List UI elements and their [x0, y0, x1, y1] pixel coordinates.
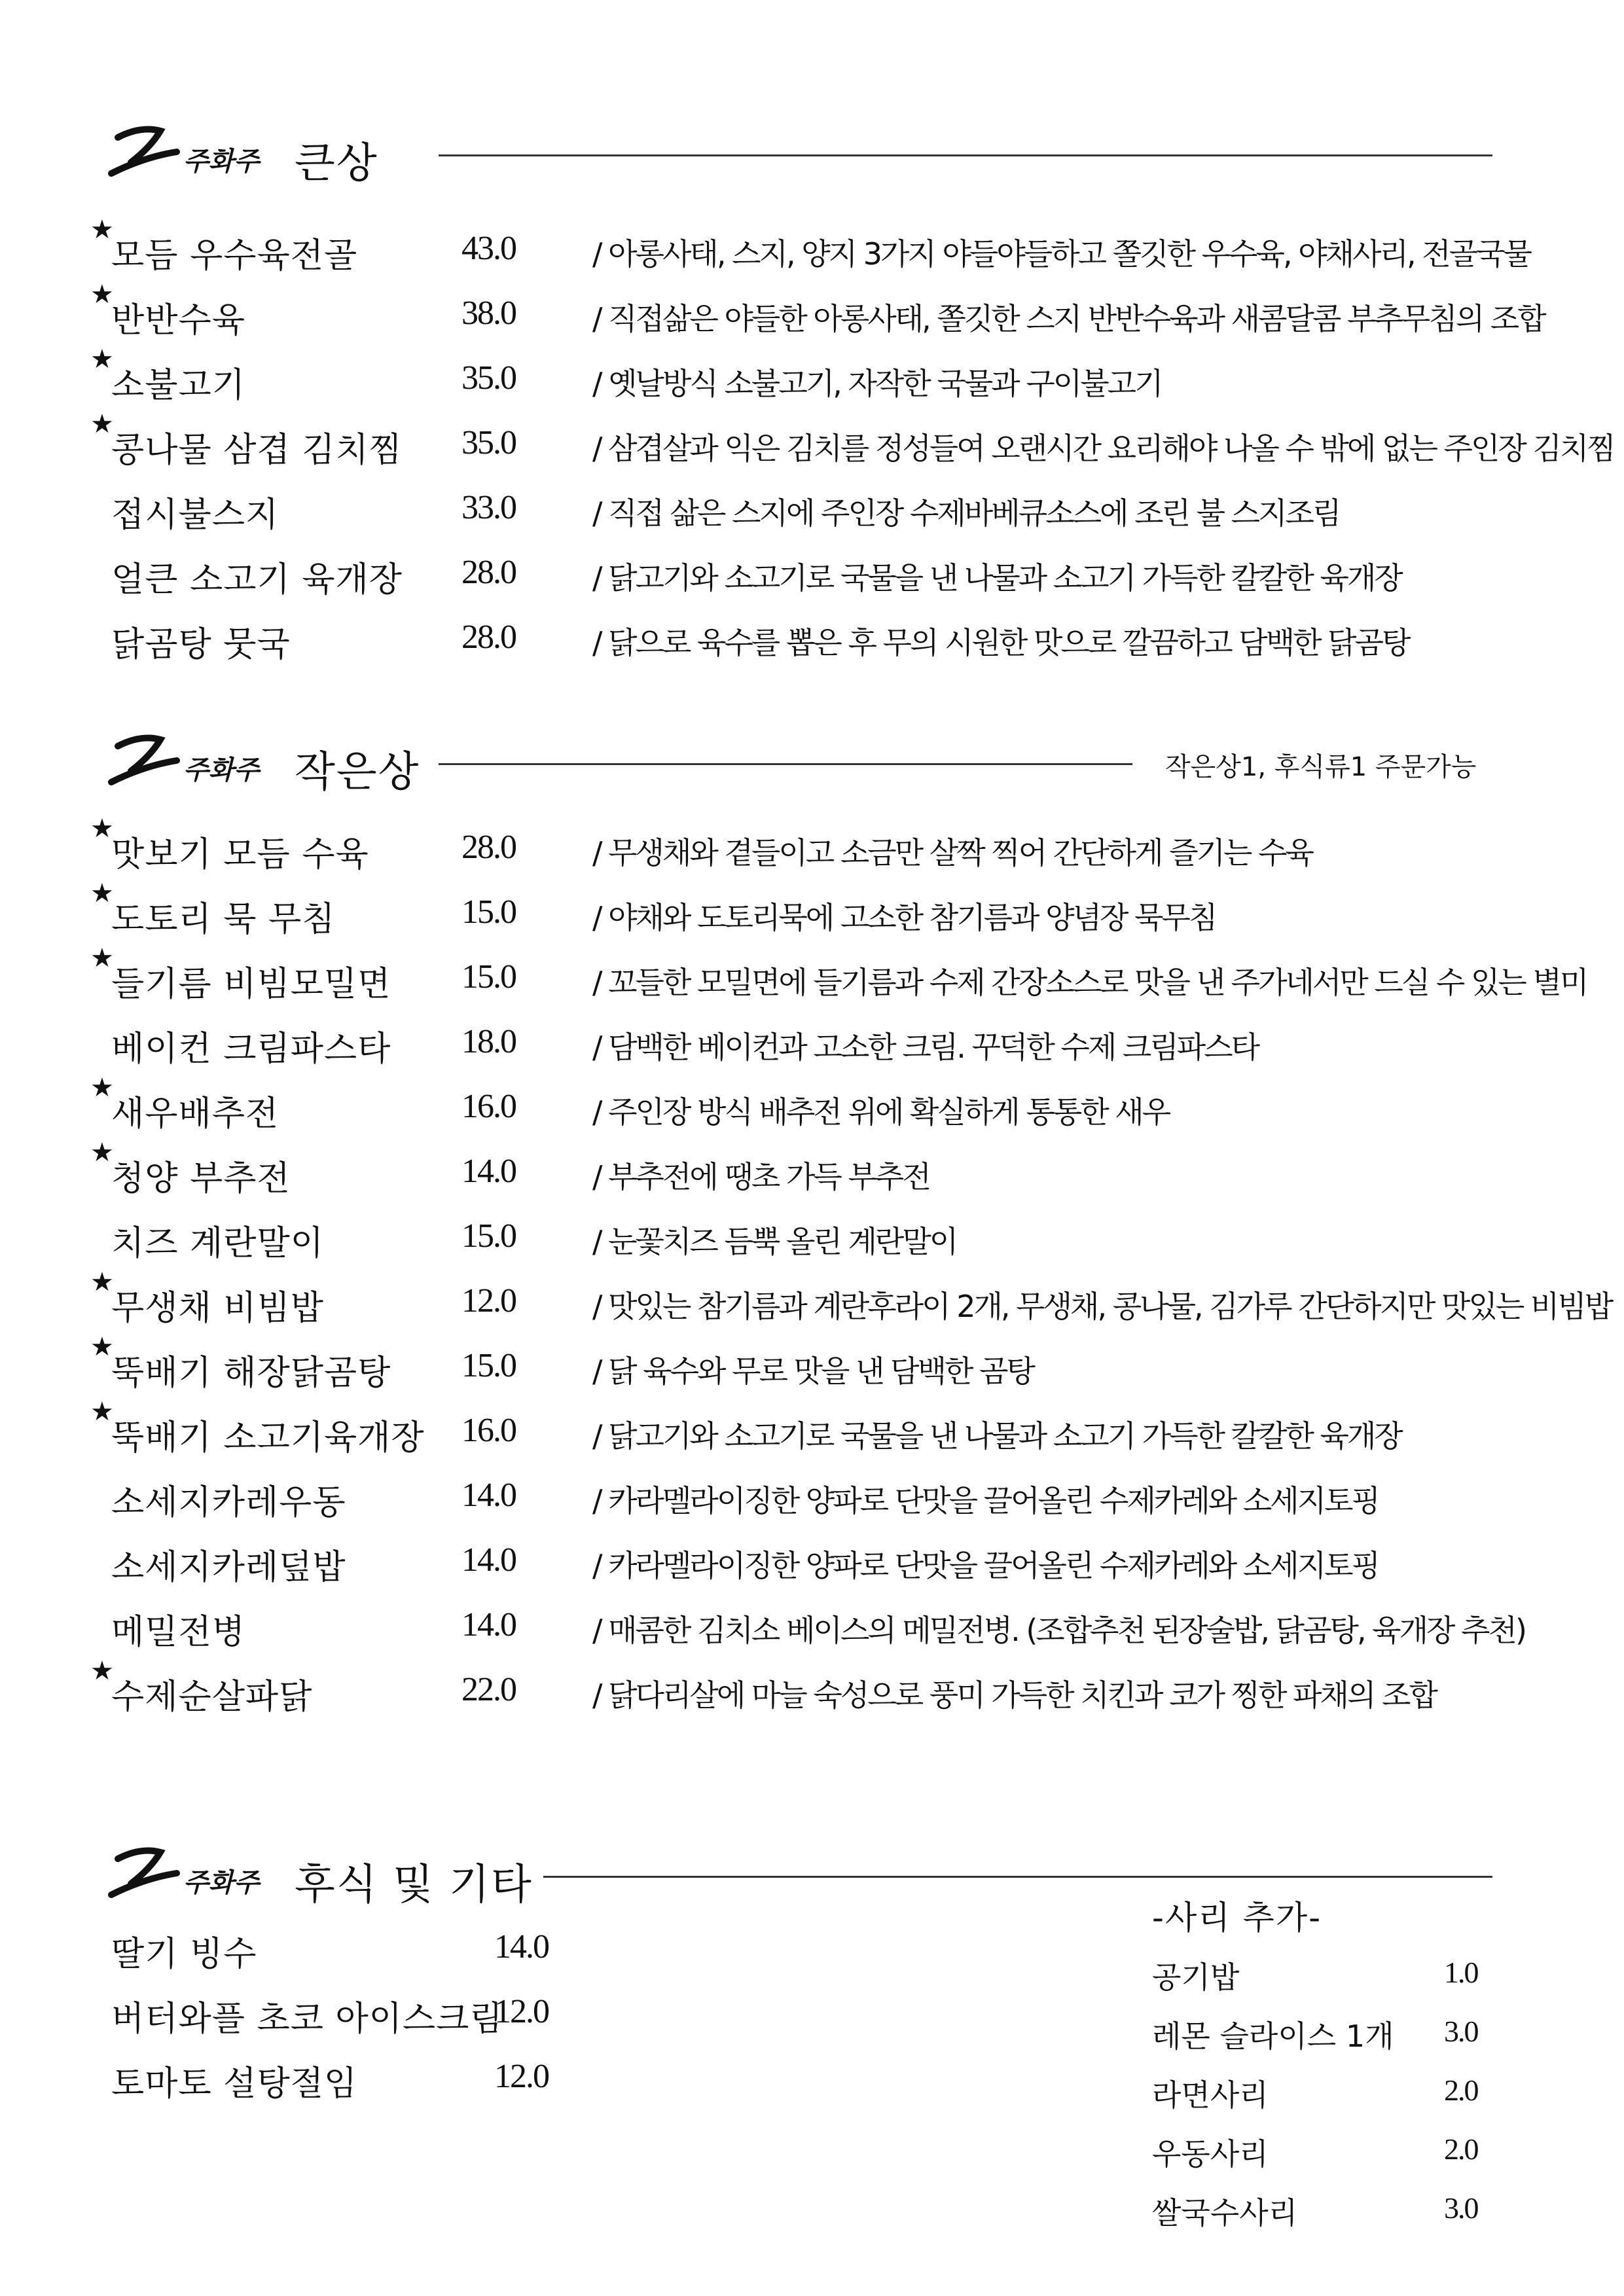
menu-item-price: 14.0: [461, 1606, 516, 1643]
extra-item-name: 쌀국수사리: [1152, 2195, 1298, 2231]
extra-item-name: 우동사리: [1152, 2136, 1269, 2172]
extra-item: [1152, 2130, 1519, 2189]
menu-item: [0, 1921, 720, 1985]
menu-item-description: / 야채와 도토리묵에 고소한 참기름과 양념장 묵무침: [592, 900, 1216, 935]
menu-item-price: 16.0: [461, 1412, 516, 1449]
extra-item: [1152, 1954, 1519, 2013]
menu-item-name: 수제순살파닭: [111, 1677, 313, 1717]
menu-item: [0, 482, 1624, 546]
brand-logo: [105, 1833, 259, 1911]
menu-item-price: 16.0: [461, 1088, 516, 1125]
menu-item-description: / 닭으로 육수를 뽑은 후 무의 시원한 맛으로 깔끔하고 담백한 닭곰탕: [592, 625, 1409, 660]
menu-item-price: 12.0: [494, 2058, 549, 2095]
extra-item-price: 2.0: [1444, 2073, 1478, 2107]
menu-item: [0, 878, 1624, 950]
menu-item-name: 접시불스지: [111, 495, 280, 535]
menu-item-price: 28.0: [461, 554, 516, 591]
menu-item: [0, 547, 1624, 611]
menu-item-name: 버터와플 초코 아이스크림: [111, 2000, 503, 2039]
menu-item-description: / 무생채와 곁들이고 소금만 살짝 찍어 간단하게 즐기는 수육: [592, 835, 1312, 870]
menu-item-name: 반반수육: [111, 301, 245, 340]
menu-item-name: 콩나물 삼겹 김치찜: [111, 431, 403, 470]
menu-item: [0, 943, 1624, 1015]
menu-item-price: 15.0: [461, 893, 516, 931]
star-icon: ★: [90, 814, 114, 844]
menu-item: [0, 1986, 720, 2050]
menu-item-name: 새우배추전: [111, 1094, 280, 1134]
menu-item: [0, 2051, 720, 2115]
extra-item: [1152, 2189, 1519, 2248]
menu-item-name: 치즈 계란말이: [111, 1224, 324, 1263]
menu-item-name: 뚝배기 해장닭곰탕: [111, 1354, 391, 1393]
menu-item-description: / 닭고기와 소고기로 국물을 낸 나물과 소고기 가득한 칼칼한 육개장: [592, 560, 1401, 596]
extra-item: [1152, 2072, 1519, 2130]
menu-item-price: 12.0: [494, 1993, 549, 2030]
menu-item-price: 33.0: [461, 489, 516, 526]
extras-title: -사리 추가-: [1152, 1899, 1322, 1937]
extra-item-price: 2.0: [1444, 2132, 1478, 2166]
extra-item-price: 1.0: [1444, 1956, 1478, 1989]
menu-item: [0, 1656, 1624, 1728]
section-divider: [439, 154, 1492, 156]
star-icon: ★: [90, 1656, 114, 1686]
star-icon: ★: [90, 1267, 114, 1297]
menu-item-description: / 닭 육수와 무로 맛을 낸 담백한 곰탕: [592, 1354, 1034, 1389]
extra-item-name: 레몬 슬라이스 1개: [1152, 2018, 1394, 2054]
menu-item-description: / 직접 삶은 스지에 주인장 수제바베큐소스에 조린 불 스지조림: [592, 495, 1340, 531]
menu-item-price: 18.0: [461, 1023, 516, 1060]
star-icon: ★: [90, 943, 114, 973]
star-icon: ★: [90, 878, 114, 908]
menu-item-name: 모듬 우수육전골: [111, 236, 358, 276]
menu-item-description: / 닭고기와 소고기로 국물을 낸 나물과 소고기 가득한 칼칼한 육개장: [592, 1418, 1401, 1454]
section-header: [105, 720, 1492, 798]
menu-item-name: 메밀전병: [111, 1613, 245, 1652]
menu-item-description: / 아롱사태, 스지, 양지 3가지 야들야들하고 쫄깃한 우수육, 야채사리, 전골국물: [592, 236, 1530, 272]
menu-item-name: 소세지카레우동: [111, 1483, 346, 1522]
menu-item-name: 소세지카레덮밥: [111, 1548, 346, 1587]
star-icon: ★: [90, 279, 114, 310]
menu-item-price: 15.0: [461, 958, 516, 996]
menu-item-price: 38.0: [461, 295, 516, 332]
menu-item-description: / 매콤한 김치소 베이스의 메밀전병. (조합추천 된장술밥, 닭곰탕, 육개장 추천): [592, 1613, 1525, 1648]
section-divider: [439, 763, 1132, 765]
menu-item-name: 베이컨 크림파스타: [111, 1030, 391, 1069]
menu-item-name: 무생채 비빔밥: [111, 1289, 324, 1328]
menu-item: [0, 611, 1624, 675]
menu-item-description: / 카라멜라이징한 양파로 단맛을 끌어올린 수제카레와 소세지토핑: [592, 1548, 1379, 1583]
brand-logo: [105, 720, 259, 798]
menu-item-name: 얼큰 소고기 육개장: [111, 560, 403, 600]
menu-item: [0, 1469, 1624, 1534]
menu-item: [0, 1016, 1624, 1080]
menu-item-name: 닭곰탕 뭇국: [111, 625, 291, 664]
menu-item-description: / 주인장 방식 배추전 위에 확실하게 통통한 새우: [592, 1094, 1170, 1130]
menu-item-name: 뚝배기 소고기육개장: [111, 1418, 425, 1458]
menu-item-price: 28.0: [461, 829, 516, 866]
section-divider: [543, 1876, 1492, 1878]
menu-item-name: 토마토 설탕절임: [111, 2064, 358, 2104]
svg-text:주화주: 주화주: [183, 1867, 259, 1898]
menu-item: [0, 1397, 1624, 1469]
menu-item: [0, 1267, 1624, 1339]
menu-item-price: 35.0: [461, 359, 516, 397]
menu-item-description: / 맛있는 참기름과 계란후라이 2개, 무생채, 콩나물, 김가루 간단하지만 맛있는 비빔밥: [592, 1289, 1612, 1324]
menu-item: [0, 1138, 1624, 1210]
menu-item-description: / 부추전에 땡초 가득 부추전: [592, 1159, 929, 1194]
menu-item-price: 15.0: [461, 1217, 516, 1255]
star-icon: ★: [90, 409, 114, 439]
menu-item: [0, 409, 1624, 481]
menu-item: [0, 1534, 1624, 1598]
menu-item: [0, 279, 1624, 351]
section-title: 작은상: [295, 748, 420, 797]
menu-item: [0, 814, 1624, 886]
menu-item-description: / 담백한 베이컨과 고소한 크림. 꾸덕한 수제 크림파스타: [592, 1030, 1259, 1065]
menu-item-price: 14.0: [461, 1541, 516, 1579]
extra-item: [1152, 2013, 1519, 2072]
menu-item-price: 14.0: [494, 1928, 549, 1965]
extra-item-price: 3.0: [1444, 2191, 1478, 2225]
svg-text:주화주: 주화주: [183, 146, 259, 177]
menu-item-name: 들기름 비빔모밀면: [111, 965, 391, 1004]
star-icon: ★: [90, 215, 114, 245]
menu-item-price: 35.0: [461, 424, 516, 461]
star-icon: ★: [90, 1138, 114, 1168]
star-icon: ★: [90, 1073, 114, 1103]
extra-item-name: 공기밥: [1152, 1960, 1240, 1995]
extra-item-price: 3.0: [1444, 2015, 1478, 2048]
menu-item-description: / 직접삶은 야들한 아롱사태, 쫄깃한 스지 반반수육과 새콤달콤 부추무침의 조합: [592, 301, 1545, 336]
menu-item: [0, 215, 1624, 287]
menu-item-description: / 눈꽃치즈 듬뿍 올린 계란말이: [592, 1224, 957, 1259]
menu-item: [0, 1073, 1624, 1145]
menu-item-description: / 꼬들한 모밀면에 들기름과 수제 간장소스로 맛을 낸 주가네서만 드실 수 있는 별미: [592, 965, 1587, 1000]
menu-item-name: 소불고기: [111, 366, 245, 405]
menu-item-description: / 닭다리살에 마늘 숙성으로 풍미 가득한 치킨과 코가 찡한 파채의 조합: [592, 1677, 1436, 1713]
menu-item: [0, 1210, 1624, 1274]
menu-item-price: 43.0: [461, 230, 516, 267]
order-note: 작은상1, 후식류1 주문가능: [1165, 752, 1477, 782]
menu-item-price: 28.0: [461, 619, 516, 656]
menu-item-price: 14.0: [461, 1153, 516, 1190]
menu-item-price: 22.0: [461, 1671, 516, 1708]
svg-text:주화주: 주화주: [183, 755, 259, 785]
menu-item-name: 청양 부추전: [111, 1159, 291, 1198]
menu-item: [0, 344, 1624, 416]
star-icon: ★: [90, 344, 114, 374]
menu-item: [0, 1332, 1624, 1404]
menu-item-description: / 삼겹살과 익은 김치를 정성들여 오랜시간 요리해야 나올 수 밖에 없는 주인장 김치찜: [592, 431, 1614, 466]
menu-item-price: 15.0: [461, 1347, 516, 1384]
extra-item-name: 라면사리: [1152, 2077, 1269, 2113]
section-header: [105, 111, 1492, 190]
menu-item-description: / 옛날방식 소불고기, 자작한 국물과 구이불고기: [592, 366, 1162, 401]
star-icon: ★: [90, 1332, 114, 1362]
menu-item: [0, 1599, 1624, 1663]
brand-logo: [105, 111, 259, 190]
section-title: 큰상: [295, 139, 378, 188]
star-icon: ★: [90, 1397, 114, 1427]
section-title: 후식 및 기타: [295, 1861, 533, 1909]
menu-item-price: 14.0: [461, 1477, 516, 1514]
menu-item-name: 딸기 빙수: [111, 1935, 257, 1974]
menu-item-description: / 카라멜라이징한 양파로 단맛을 끌어올린 수제카레와 소세지토핑: [592, 1483, 1379, 1518]
menu-item-name: 맛보기 모듬 수육: [111, 835, 369, 874]
menu-item-price: 12.0: [461, 1282, 516, 1319]
menu-item-name: 도토리 묵 무침: [111, 900, 336, 939]
